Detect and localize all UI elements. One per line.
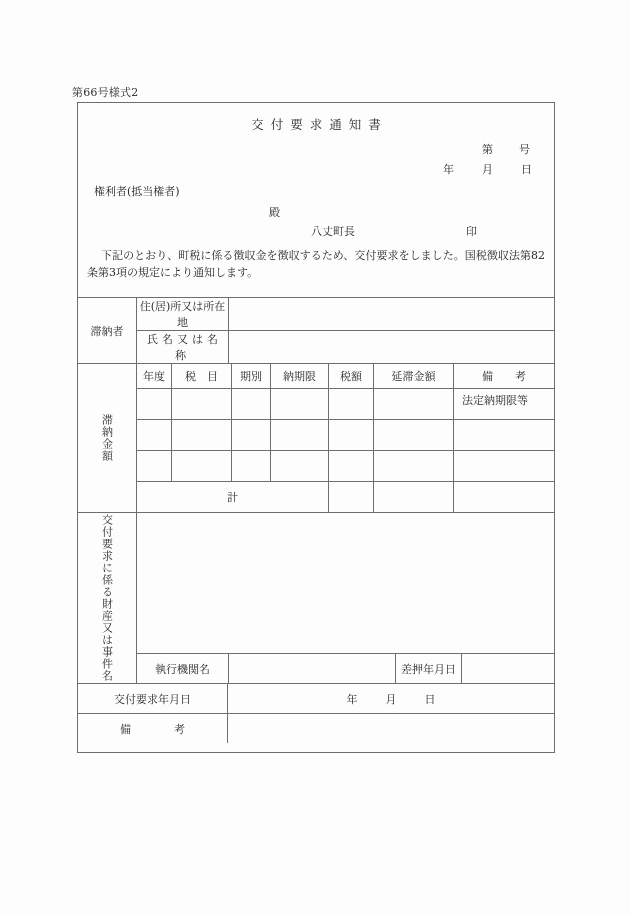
column-header-tax-amount: 税額	[329, 364, 374, 388]
agency-label: 執行機関名	[137, 654, 229, 683]
cell-late-amount[interactable]	[374, 451, 454, 481]
issue-date-month: 月	[482, 163, 493, 176]
arrears-total-late-amount[interactable]	[374, 482, 454, 512]
property-side-label	[78, 513, 137, 683]
cell-tax-kind[interactable]	[172, 451, 232, 481]
taxpayer-name-label: 氏名又は名称	[137, 331, 229, 363]
request-date-month: 月	[385, 692, 397, 706]
property-section	[78, 512, 554, 683]
remarks-row	[78, 713, 554, 743]
arrears-total-row	[137, 481, 554, 512]
taxpayer-side-label	[78, 298, 137, 363]
document-number-label: 第	[482, 143, 493, 156]
cell-tax-kind[interactable]	[172, 420, 232, 450]
issue-date-year: 年	[443, 163, 454, 176]
honorific-label: 殿	[269, 206, 280, 219]
cell-note[interactable]	[454, 451, 554, 481]
issue-date-day: 日	[521, 163, 532, 176]
cell-term[interactable]	[232, 451, 271, 481]
body-paragraph-text: 下記のとおり、町税に係る徴収金を徴収するため、交付要求をしました。国税徴収法第82条第3項の規定により通知します。	[87, 249, 545, 279]
arrears-total-tax-amount[interactable]	[329, 482, 374, 512]
document-number-unit: 号	[519, 143, 530, 156]
table-row	[137, 450, 554, 481]
arrears-header-row	[137, 364, 554, 388]
arrears-total-note[interactable]	[454, 482, 554, 512]
taxpayer-address-row	[137, 298, 554, 330]
cell-late-amount[interactable]	[374, 420, 454, 450]
form-sheet	[77, 102, 555, 753]
cell-tax-kind[interactable]	[172, 389, 232, 419]
property-description-value[interactable]	[137, 513, 554, 653]
document-number-line	[482, 141, 530, 157]
seizure-date-value[interactable]	[462, 654, 554, 683]
cell-due-date[interactable]	[271, 420, 329, 450]
taxpayer-address-label: 住(居)所又は所在地	[137, 298, 229, 330]
agency-value[interactable]	[229, 654, 396, 683]
arrears-total-label: 計	[137, 482, 329, 512]
cell-year[interactable]	[137, 420, 172, 450]
taxpayer-address-value[interactable]	[229, 298, 554, 330]
table-row	[137, 419, 554, 450]
column-header-due-date: 納期限	[271, 364, 329, 388]
cell-late-amount[interactable]	[374, 389, 454, 419]
cell-tax-amount[interactable]	[329, 451, 374, 481]
taxpayer-side-label-text: 滞納者	[90, 324, 124, 338]
cell-tax-amount[interactable]	[329, 389, 374, 419]
page-title: 交付要求通知書	[251, 117, 388, 132]
arrears-table	[137, 364, 554, 512]
cell-note[interactable]: 法定納期限等	[462, 394, 528, 407]
column-header-note: 備 考	[482, 370, 526, 383]
taxpayer-name-value[interactable]	[229, 331, 554, 363]
cell-due-date[interactable]	[271, 389, 329, 419]
issue-date-line	[443, 161, 532, 177]
seizure-date-label: 差押年月日	[396, 654, 462, 683]
column-header-tax-kind: 税 目	[172, 364, 232, 388]
cell-term[interactable]	[232, 420, 271, 450]
column-header-late-amount: 延滞金額	[374, 364, 454, 388]
body-paragraph	[87, 247, 545, 281]
request-date-day: 日	[424, 692, 436, 706]
seal-marker: 印	[466, 225, 477, 238]
arrears-section	[78, 363, 554, 512]
issuer-name: 八丈町長	[311, 225, 355, 238]
arrears-side-label-text: 滞納金額	[100, 414, 114, 462]
property-side-label-text: 交付要求に係る財産又は事件名	[100, 514, 114, 682]
rights-holder-label: 権利者(抵当権者)	[94, 185, 180, 198]
form-code-label: 第66号様式2	[72, 86, 139, 99]
request-date-value[interactable]	[228, 684, 554, 713]
cell-year[interactable]	[137, 451, 172, 481]
cell-term[interactable]	[232, 389, 271, 419]
request-date-label: 交付要求年月日	[78, 684, 228, 713]
cell-tax-amount[interactable]	[329, 420, 374, 450]
column-header-year: 年度	[137, 364, 172, 388]
column-header-term: 期別	[232, 364, 271, 388]
agency-row	[137, 653, 554, 683]
request-date-year: 年	[346, 692, 358, 706]
cell-note[interactable]	[454, 420, 554, 450]
table-row	[137, 388, 554, 419]
remarks-value[interactable]	[228, 714, 554, 743]
remarks-label: 備 考	[78, 714, 228, 743]
cell-year[interactable]	[137, 389, 172, 419]
taxpayer-name-row	[137, 330, 554, 363]
request-date-row	[78, 683, 554, 713]
taxpayer-section	[78, 297, 554, 363]
cell-due-date[interactable]	[271, 451, 329, 481]
arrears-side-label	[78, 364, 137, 512]
document-header	[78, 103, 554, 297]
